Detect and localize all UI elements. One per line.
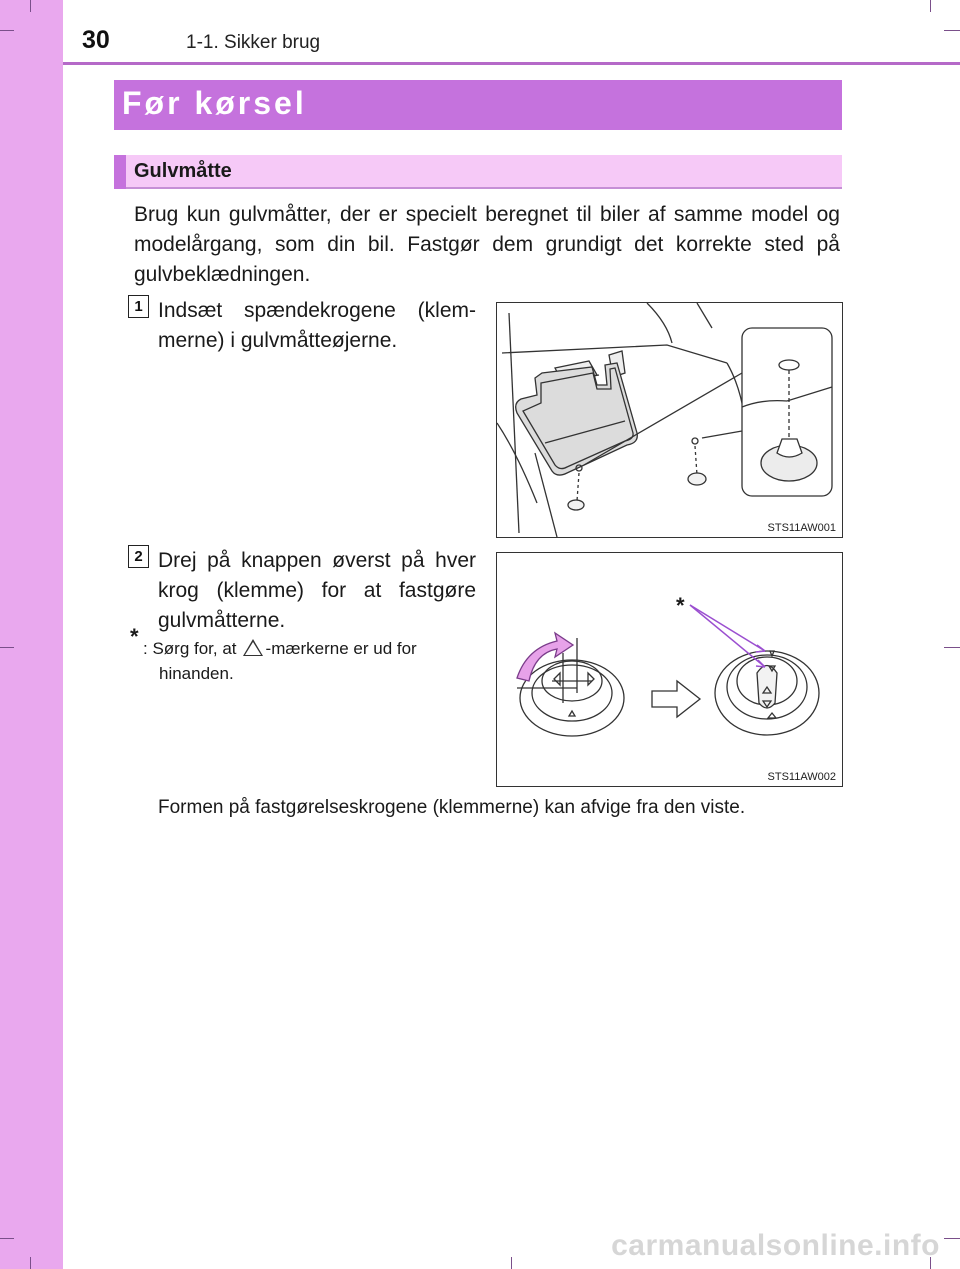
section-label: 1-1. Sikker brug <box>186 32 321 53</box>
header-rule <box>63 62 960 65</box>
figure-code-2: STS11AW002 <box>767 771 836 783</box>
note-text <box>143 636 477 686</box>
crop-mark <box>944 30 960 31</box>
step-number-2: 2 <box>128 545 149 568</box>
crop-mark <box>30 1257 31 1269</box>
subsection-accent <box>114 155 126 189</box>
crop-mark <box>930 0 931 12</box>
page-title: Før kørsel <box>122 85 307 121</box>
note-line-2: hinanden. <box>159 664 234 683</box>
triangle-icon <box>243 639 263 656</box>
intro-paragraph: Brug kun gulvmåtter, der er specielt beregnet til biler af samme model og modelårgang, som din bil. Fastgør dem grundigt det korrekte sted på gulvbeklædningen. <box>134 203 840 286</box>
crop-mark <box>511 1257 512 1269</box>
watermark: carmanualsonline.info <box>611 1229 940 1262</box>
step-1-text: Indsæt spændekrogene (klem-merne) i gulvmåtteøjerne. <box>158 299 476 352</box>
figure-asterisk: * <box>676 593 685 618</box>
figure-code-1: STS11AW001 <box>767 522 836 534</box>
crop-mark <box>0 647 14 648</box>
figure-floor-mat <box>496 302 843 538</box>
clip-rotation-illustration <box>497 553 842 786</box>
page-number: 30 <box>82 26 110 54</box>
note-prefix: : Sørg for, at <box>143 639 237 658</box>
step-number-1: 1 <box>128 295 149 318</box>
crop-mark <box>944 1238 960 1239</box>
step-2-text: Drej på knappen øverst på hver krog (klemme) for at fastgøre gulvmåtterne. <box>158 549 476 632</box>
crop-mark <box>944 647 960 648</box>
footnote-text: Formen på fastgørelseskrogene (klemmerne) kan afvige fra den viste. <box>158 797 746 818</box>
figure-clip-rotation <box>496 552 843 787</box>
crop-mark <box>0 30 14 31</box>
floor-mat-illustration <box>497 303 842 537</box>
crop-mark <box>30 0 31 12</box>
subsection-title: Gulvmåtte <box>134 160 232 182</box>
left-margin-band <box>0 0 63 1269</box>
crop-mark <box>0 1238 14 1239</box>
note-asterisk: * <box>130 624 139 649</box>
note-suffix: -mærkerne er ud for <box>265 639 417 658</box>
